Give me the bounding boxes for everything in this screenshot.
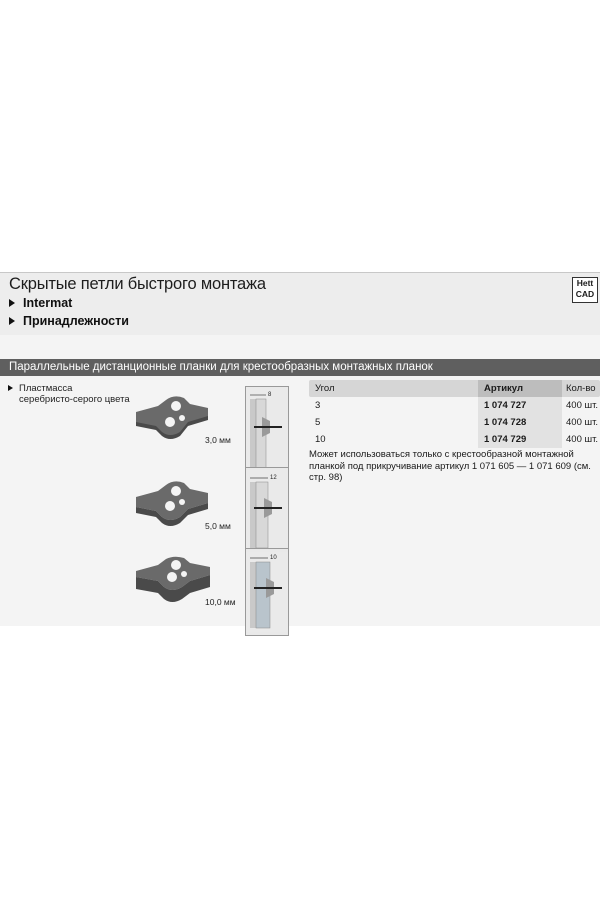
offset-label: 10 bbox=[270, 555, 277, 561]
material-line-2: серебристо-серого цвета bbox=[19, 394, 130, 405]
spacer-plate-3mm-image bbox=[134, 394, 214, 442]
installation-diagram-5mm bbox=[245, 467, 289, 555]
spacer-plate-10mm-image bbox=[134, 555, 214, 605]
table-row bbox=[309, 414, 600, 431]
cell-angle: 3 bbox=[315, 400, 321, 411]
thickness-label: 5,0 мм bbox=[205, 521, 231, 531]
cell-qty: 400 шт. bbox=[566, 400, 599, 411]
thickness-label: 10,0 мм bbox=[205, 597, 236, 607]
table-row bbox=[309, 397, 600, 414]
cell-angle: 10 bbox=[315, 434, 326, 445]
cell-qty: 400 шт. bbox=[566, 434, 599, 445]
header-angle: Угол bbox=[315, 383, 335, 394]
cell-article: 1 074 728 bbox=[478, 414, 562, 431]
catalog-page bbox=[0, 272, 600, 626]
logo-line-1: Hett bbox=[576, 278, 594, 288]
installation-diagram-3mm bbox=[245, 386, 289, 474]
cell-article: 1 074 729 bbox=[478, 431, 562, 448]
hettcad-logo[interactable] bbox=[572, 277, 598, 303]
material-description bbox=[8, 383, 130, 405]
cell-angle: 5 bbox=[315, 417, 321, 428]
header-article: Артикул bbox=[478, 380, 562, 397]
compatibility-note: Может использоваться только с крестообразной монтажной планкой под прикручивание артикул 1 071 605 — 1 071 609 (см. стр. 98) bbox=[309, 449, 591, 483]
page-title: Скрытые петли быстрого монтажа bbox=[9, 275, 266, 293]
table-row bbox=[309, 431, 600, 448]
cell-article: 1 074 727 bbox=[478, 397, 562, 414]
offset-label: 12 bbox=[270, 475, 277, 481]
offset-label: 8 bbox=[268, 392, 272, 398]
category-intermat bbox=[9, 296, 72, 310]
header-qty: Кол-во bbox=[566, 383, 596, 394]
article-table bbox=[309, 380, 600, 448]
material-line-1: Пластмасса bbox=[19, 383, 73, 394]
thickness-label: 3,0 мм bbox=[205, 435, 231, 445]
page-header bbox=[0, 272, 600, 335]
category-label: Intermat bbox=[23, 296, 73, 310]
section-title-bar: Параллельные дистанционные планки для крестообразных монтажных планок bbox=[0, 359, 600, 376]
triangle-bullet-icon bbox=[9, 317, 15, 325]
category-accessories bbox=[9, 314, 129, 328]
spacer-plate-5mm-image bbox=[134, 479, 214, 527]
logo-line-2: CAD bbox=[575, 289, 595, 299]
category-label: Принадлежности bbox=[23, 314, 129, 328]
triangle-bullet-icon bbox=[8, 385, 13, 391]
installation-diagram-10mm bbox=[245, 548, 289, 636]
table-header-row bbox=[309, 380, 600, 397]
triangle-bullet-icon bbox=[9, 299, 15, 307]
cell-qty: 400 шт. bbox=[566, 417, 599, 428]
